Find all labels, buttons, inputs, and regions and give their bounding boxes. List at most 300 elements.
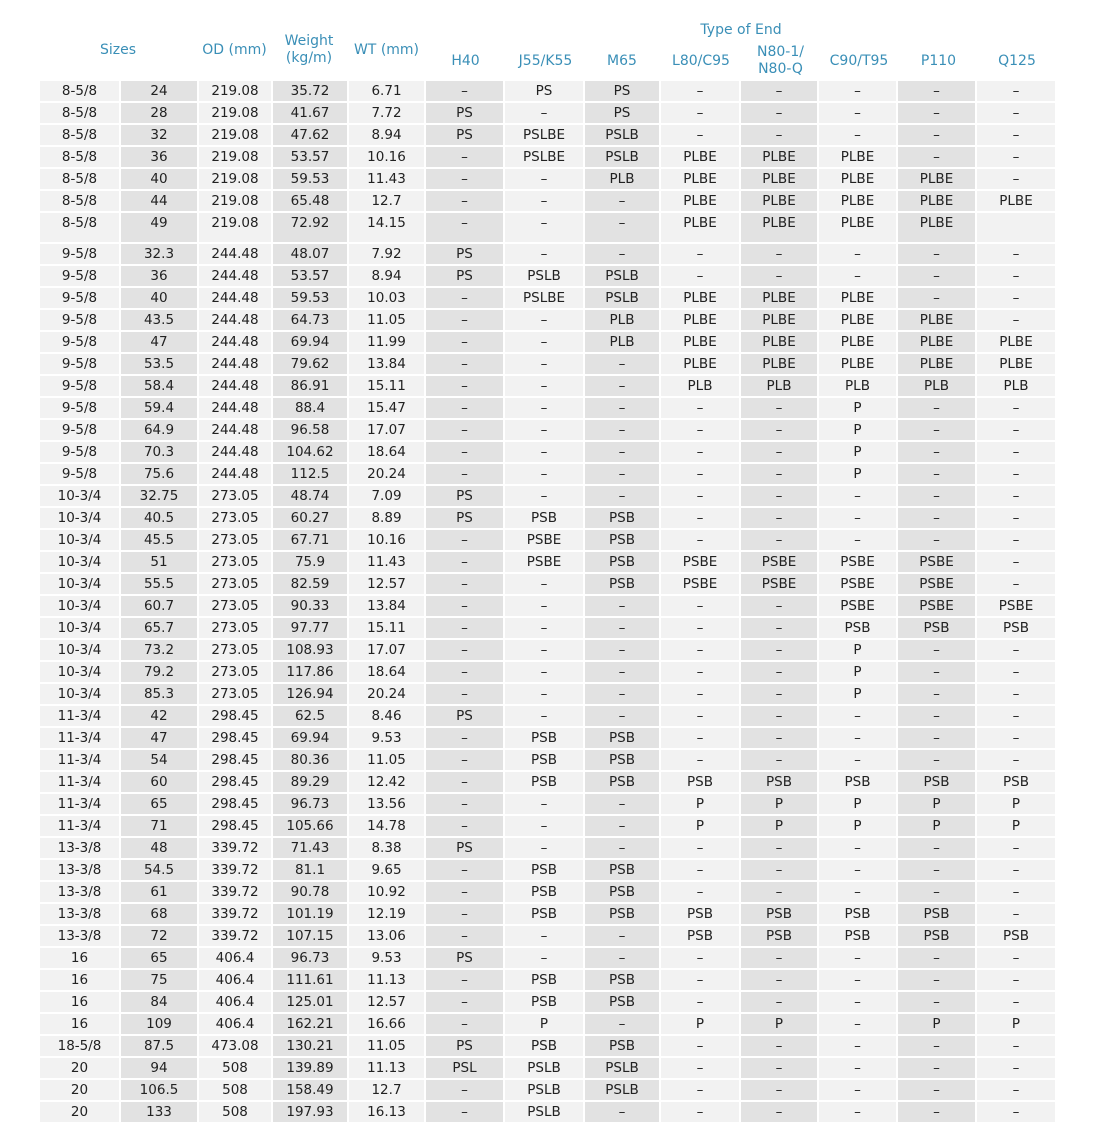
cell-wt: 11.13 [348,1057,425,1079]
cell-weight-kgm: 69.94 [272,727,348,749]
cell-wt: 12.42 [348,771,425,793]
cell-j55-k55: – [504,190,584,212]
header-grade-h40: H40 [451,53,480,69]
cell-m65: – [584,485,660,507]
cell-weight-kgm: 158.49 [272,1079,348,1101]
cell-size: 10-3/4 [40,573,120,595]
cell-od: 508 [198,1057,272,1079]
header-grade-q125: Q125 [998,53,1036,69]
cell-q125: PLB [976,375,1056,397]
cell-l80-c95: – [660,397,740,419]
cell-weight-kgm: 90.33 [272,595,348,617]
cell-h40: PS [425,124,504,146]
cell-nominal-weight: 48 [120,837,198,859]
cell-m65: – [584,353,660,375]
cell-size: 11-3/4 [40,771,120,793]
cell-nominal-weight: 32 [120,124,198,146]
cell-j55-k55: – [504,595,584,617]
cell-h40: – [425,287,504,309]
cell-n80: PSBE [740,551,818,573]
table-row [40,102,1056,124]
cell-wt: 16.66 [348,1013,425,1035]
cell-p110: – [897,1057,976,1079]
cell-weight-kgm: 86.91 [272,375,348,397]
cell-c90-t95: – [818,265,897,287]
cell-l80-c95: – [660,1035,740,1057]
cell-wt: 11.05 [348,309,425,331]
cell-j55-k55: – [504,441,584,463]
table-row [40,397,1056,419]
cell-wt: 20.24 [348,683,425,705]
cell-l80-c95: PLBE [660,168,740,190]
cell-j55-k55: – [504,168,584,190]
cell-weight-kgm: 112.5 [272,463,348,485]
cell-od: 508 [198,1101,272,1123]
cell-size: 20 [40,1057,120,1079]
cell-od: 273.05 [198,551,272,573]
cell-j55-k55: PSB [504,903,584,925]
table-row [40,1101,1056,1123]
header-weight-line1: Weight [284,33,334,49]
cell-c90-t95: – [818,1035,897,1057]
cell-c90-t95: PLBE [818,212,897,243]
cell-wt: 10.16 [348,529,425,551]
cell-p110: PSBE [897,573,976,595]
cell-h40: PS [425,837,504,859]
cell-size: 20 [40,1101,120,1123]
cell-od: 298.45 [198,815,272,837]
cell-wt: 15.11 [348,617,425,639]
table-row [40,903,1056,925]
cell-nominal-weight: 79.2 [120,661,198,683]
cell-m65: – [584,595,660,617]
cell-h40: – [425,419,504,441]
cell-j55-k55: PSB [504,969,584,991]
cell-p110: P [897,793,976,815]
cell-h40: PS [425,485,504,507]
cell-j55-k55: – [504,102,584,124]
cell-p110: – [897,529,976,551]
cell-m65: PSB [584,1035,660,1057]
cell-j55-k55: PSLB [504,265,584,287]
cell-weight-kgm: 53.57 [272,146,348,168]
cell-n80: – [740,81,818,102]
cell-size: 18-5/8 [40,1035,120,1057]
cell-h40: – [425,1013,504,1035]
cell-nominal-weight: 73.2 [120,639,198,661]
cell-size: 11-3/4 [40,705,120,727]
cell-wt: 11.05 [348,1035,425,1057]
cell-n80: – [740,749,818,771]
cell-wt: 13.56 [348,793,425,815]
cell-q125: – [976,441,1056,463]
cell-nominal-weight: 60 [120,771,198,793]
table-row [40,1057,1056,1079]
cell-h40: – [425,749,504,771]
cell-n80: PLBE [740,331,818,353]
cell-od: 273.05 [198,573,272,595]
cell-size: 10-3/4 [40,661,120,683]
cell-od: 244.48 [198,375,272,397]
cell-q125: – [976,309,1056,331]
table-row [40,265,1056,287]
cell-q125: – [976,287,1056,309]
cell-q125: – [976,859,1056,881]
cell-h40: – [425,551,504,573]
cell-weight-kgm: 162.21 [272,1013,348,1035]
cell-size: 9-5/8 [40,265,120,287]
cell-p110: – [897,81,976,102]
cell-c90-t95: P [818,683,897,705]
cell-nominal-weight: 85.3 [120,683,198,705]
cell-j55-k55: – [504,397,584,419]
cell-p110: – [897,969,976,991]
cell-wt: 9.65 [348,859,425,881]
cell-wt: 12.19 [348,903,425,925]
cell-od: 339.72 [198,881,272,903]
cell-od: 339.72 [198,859,272,881]
cell-c90-t95: PSBE [818,595,897,617]
cell-od: 244.48 [198,309,272,331]
cell-l80-c95: PSBE [660,551,740,573]
header-weight [272,33,346,67]
cell-c90-t95: PSB [818,903,897,925]
table-row [40,749,1056,771]
cell-c90-t95: PLBE [818,168,897,190]
table-row [40,287,1056,309]
cell-weight-kgm: 130.21 [272,1035,348,1057]
table-header [40,18,1056,81]
cell-m65: PSB [584,969,660,991]
cell-c90-t95: – [818,124,897,146]
cell-h40: PS [425,507,504,529]
cell-p110: – [897,243,976,265]
cell-p110: – [897,881,976,903]
table-row [40,212,1056,243]
cell-p110: – [897,441,976,463]
cell-h40: – [425,793,504,815]
cell-q125: – [976,419,1056,441]
cell-od: 339.72 [198,903,272,925]
cell-p110: – [897,124,976,146]
table-row [40,331,1056,353]
cell-c90-t95: – [818,243,897,265]
cell-q125: – [976,837,1056,859]
cell-h40: – [425,727,504,749]
cell-c90-t95: – [818,705,897,727]
cell-q125: – [976,463,1056,485]
cell-m65: – [584,1101,660,1123]
cell-size: 8-5/8 [40,168,120,190]
cell-l80-c95: – [660,639,740,661]
table-row [40,661,1056,683]
cell-h40: – [425,212,504,243]
cell-q125: – [976,1035,1056,1057]
cell-n80: – [740,397,818,419]
cell-l80-c95: – [660,749,740,771]
table-row [40,529,1056,551]
cell-l80-c95: – [660,859,740,881]
cell-j55-k55: PSB [504,749,584,771]
cell-c90-t95: PLBE [818,146,897,168]
cell-n80: PSBE [740,573,818,595]
cell-c90-t95: – [818,529,897,551]
cell-p110: PSB [897,771,976,793]
cell-wt: 16.13 [348,1101,425,1123]
cell-m65: PSB [584,991,660,1013]
cell-nominal-weight: 55.5 [120,573,198,595]
cell-m65: PS [584,81,660,102]
table-row [40,683,1056,705]
cell-p110: – [897,1101,976,1123]
cell-h40: – [425,168,504,190]
cell-j55-k55: PSB [504,727,584,749]
cell-l80-c95: – [660,529,740,551]
cell-weight-kgm: 67.71 [272,529,348,551]
cell-q125: – [976,265,1056,287]
cell-p110: P [897,815,976,837]
cell-size: 9-5/8 [40,287,120,309]
cell-h40: – [425,903,504,925]
cell-c90-t95: PLBE [818,287,897,309]
cell-size: 20 [40,1079,120,1101]
cell-nominal-weight: 65 [120,947,198,969]
cell-n80: – [740,529,818,551]
cell-p110: – [897,727,976,749]
cell-weight-kgm: 65.48 [272,190,348,212]
cell-m65: PSB [584,881,660,903]
cell-c90-t95: – [818,727,897,749]
cell-q125: PSBE [976,595,1056,617]
cell-j55-k55: – [504,212,584,243]
cell-h40: – [425,1079,504,1101]
cell-weight-kgm: 71.43 [272,837,348,859]
cell-c90-t95: P [818,441,897,463]
table-row [40,771,1056,793]
cell-nominal-weight: 94 [120,1057,198,1079]
cell-p110: – [897,683,976,705]
cell-n80: PLBE [740,168,818,190]
cell-l80-c95: – [660,705,740,727]
cell-h40: – [425,375,504,397]
cell-nominal-weight: 42 [120,705,198,727]
cell-n80: – [740,463,818,485]
table-row [40,727,1056,749]
cell-l80-c95: – [660,243,740,265]
cell-c90-t95: – [818,881,897,903]
cell-m65: – [584,212,660,243]
cell-l80-c95: – [660,595,740,617]
cell-wt: 11.43 [348,551,425,573]
cell-q125: – [976,661,1056,683]
cell-nominal-weight: 70.3 [120,441,198,463]
header-od: OD (mm) [202,42,267,58]
cell-n80: – [740,617,818,639]
cell-p110: – [897,485,976,507]
casing-table [40,81,1057,1124]
cell-q125 [976,212,1056,243]
cell-size: 9-5/8 [40,243,120,265]
header-wt: WT (mm) [353,42,420,58]
cell-p110: – [897,507,976,529]
cell-wt: 13.06 [348,925,425,947]
cell-q125: – [976,947,1056,969]
cell-wt: 7.09 [348,485,425,507]
cell-size: 16 [40,1013,120,1035]
cell-m65: PSB [584,771,660,793]
cell-wt: 15.11 [348,375,425,397]
cell-size: 11-3/4 [40,727,120,749]
cell-c90-t95: PSB [818,617,897,639]
cell-od: 406.4 [198,969,272,991]
cell-h40: – [425,925,504,947]
table-row [40,124,1056,146]
cell-m65: – [584,639,660,661]
cell-weight-kgm: 96.58 [272,419,348,441]
cell-od: 508 [198,1079,272,1101]
cell-size: 10-3/4 [40,595,120,617]
cell-weight-kgm: 90.78 [272,881,348,903]
cell-l80-c95: P [660,1013,740,1035]
cell-weight-kgm: 96.73 [272,947,348,969]
table-row [40,859,1056,881]
header-grade-n80-line2: N80-Q [758,61,803,77]
cell-j55-k55: – [504,243,584,265]
table-row [40,1079,1056,1101]
cell-wt: 18.64 [348,661,425,683]
cell-size: 16 [40,947,120,969]
cell-j55-k55: PSLBE [504,287,584,309]
cell-weight-kgm: 105.66 [272,815,348,837]
cell-nominal-weight: 44 [120,190,198,212]
table-row [40,705,1056,727]
cell-l80-c95: PLBE [660,287,740,309]
cell-j55-k55: PSLBE [504,124,584,146]
cell-wt: 9.53 [348,947,425,969]
table-row [40,969,1056,991]
cell-weight-kgm: 69.94 [272,331,348,353]
cell-n80: – [740,1035,818,1057]
cell-c90-t95: PLBE [818,331,897,353]
cell-c90-t95: PSBE [818,551,897,573]
cell-p110: PSB [897,925,976,947]
cell-h40: PS [425,102,504,124]
cell-h40: – [425,573,504,595]
cell-od: 298.45 [198,749,272,771]
cell-od: 406.4 [198,991,272,1013]
cell-j55-k55: – [504,463,584,485]
cell-j55-k55: – [504,705,584,727]
cell-n80: PLBE [740,287,818,309]
cell-n80: – [740,1101,818,1123]
cell-q125: P [976,815,1056,837]
cell-nominal-weight: 58.4 [120,375,198,397]
cell-j55-k55: – [504,947,584,969]
header-sizes: Sizes [99,42,137,58]
cell-n80: – [740,419,818,441]
table-row [40,353,1056,375]
cell-m65: – [584,463,660,485]
cell-p110: – [897,1079,976,1101]
cell-c90-t95: P [818,639,897,661]
cell-l80-c95: – [660,1079,740,1101]
cell-wt: 8.94 [348,124,425,146]
header-grade-j55-k55: J55/K55 [518,53,573,69]
cell-size: 9-5/8 [40,309,120,331]
cell-j55-k55: – [504,309,584,331]
cell-l80-c95: PLBE [660,353,740,375]
cell-n80: PSB [740,925,818,947]
cell-od: 273.05 [198,529,272,551]
cell-q125: – [976,881,1056,903]
cell-c90-t95: – [818,991,897,1013]
cell-h40: – [425,815,504,837]
cell-od: 219.08 [198,146,272,168]
cell-size: 13-3/8 [40,859,120,881]
cell-c90-t95: – [818,507,897,529]
cell-size: 11-3/4 [40,749,120,771]
cell-q125: – [976,705,1056,727]
cell-wt: 12.7 [348,190,425,212]
cell-od: 273.05 [198,639,272,661]
table-row [40,463,1056,485]
cell-c90-t95: PLB [818,375,897,397]
table-row [40,925,1056,947]
cell-weight-kgm: 64.73 [272,309,348,331]
table-row [40,309,1056,331]
cell-j55-k55: PSLB [504,1057,584,1079]
cell-j55-k55: – [504,419,584,441]
cell-l80-c95: P [660,815,740,837]
cell-weight-kgm: 41.67 [272,102,348,124]
cell-size: 9-5/8 [40,419,120,441]
cell-n80: PLBE [740,309,818,331]
cell-p110: – [897,705,976,727]
cell-q125: P [976,793,1056,815]
cell-c90-t95: P [818,463,897,485]
cell-p110: – [897,639,976,661]
cell-weight-kgm: 96.73 [272,793,348,815]
cell-nominal-weight: 45.5 [120,529,198,551]
cell-c90-t95: – [818,1013,897,1035]
cell-od: 406.4 [198,947,272,969]
cell-wt: 12.57 [348,991,425,1013]
cell-c90-t95: PSB [818,771,897,793]
cell-wt: 8.38 [348,837,425,859]
cell-n80: – [740,837,818,859]
cell-j55-k55: PSLBE [504,146,584,168]
cell-wt: 8.89 [348,507,425,529]
cell-p110: – [897,419,976,441]
cell-wt: 14.78 [348,815,425,837]
cell-size: 9-5/8 [40,331,120,353]
cell-size: 10-3/4 [40,551,120,573]
cell-n80: – [740,947,818,969]
cell-m65: – [584,419,660,441]
cell-wt: 12.57 [348,573,425,595]
cell-p110: PLBE [897,353,976,375]
cell-nominal-weight: 40.5 [120,507,198,529]
cell-p110: PLBE [897,212,976,243]
cell-nominal-weight: 53.5 [120,353,198,375]
cell-j55-k55: PSLB [504,1079,584,1101]
cell-size: 11-3/4 [40,793,120,815]
cell-l80-c95: – [660,265,740,287]
header-grade-n80-line1: N80-1/ [757,44,804,60]
cell-nominal-weight: 68 [120,903,198,925]
cell-od: 273.05 [198,617,272,639]
cell-size: 10-3/4 [40,617,120,639]
